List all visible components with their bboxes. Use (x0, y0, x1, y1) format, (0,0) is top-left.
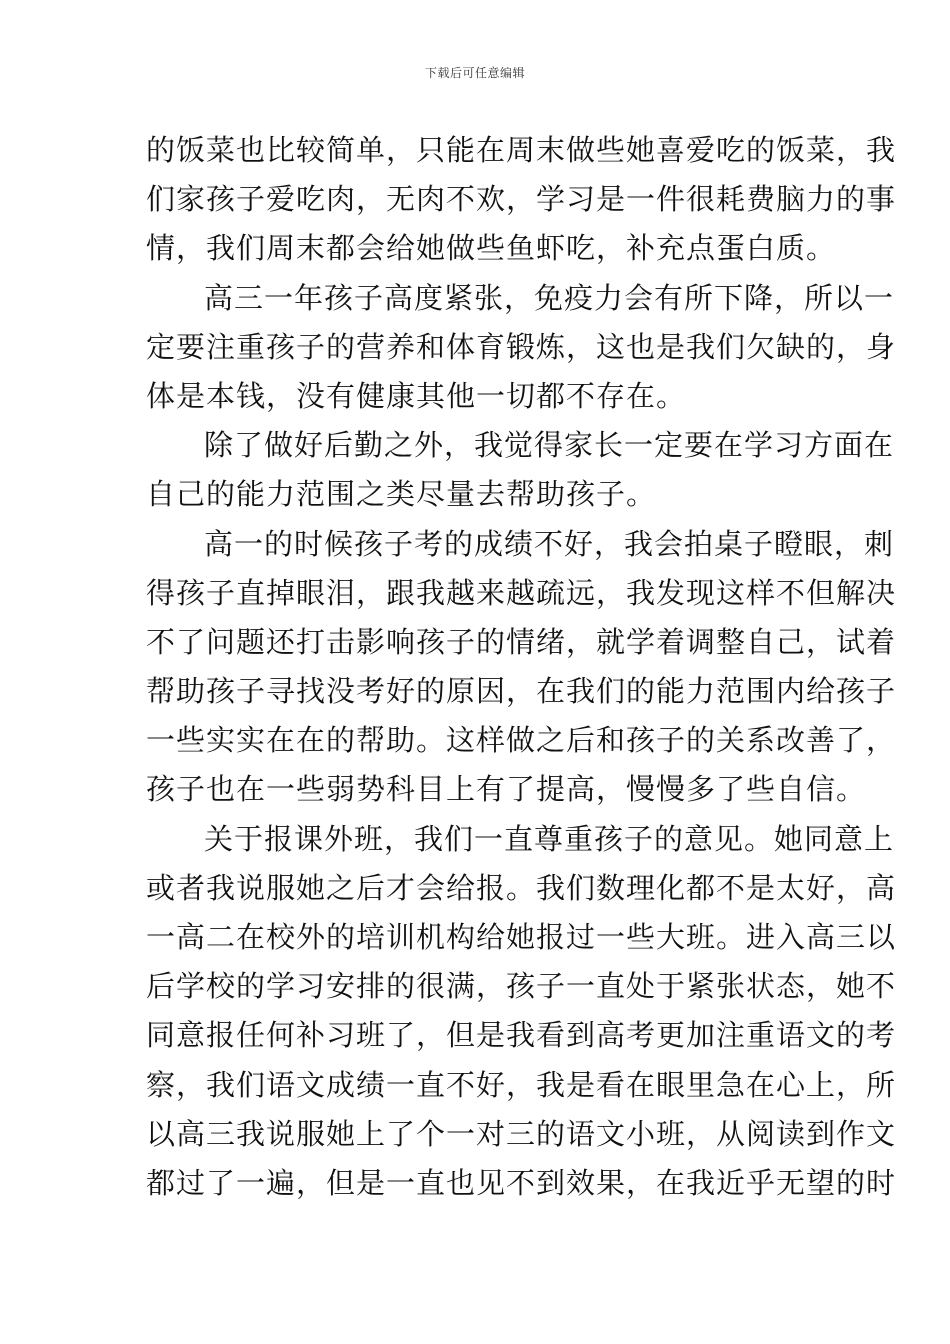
paragraph-line: 高三一年孩子高度紧张，免疫力会有所下降，所以一 (204, 280, 895, 315)
page-header: 下载后可任意编辑 (424, 66, 525, 80)
document-body (146, 126, 897, 1208)
paragraph-line: 都过了一遍，但是一直也见不到效果，在我近乎无望的时 (146, 1165, 897, 1200)
paragraph-line: 体是本钱，没有健康其他一切都不存在。 (146, 378, 687, 413)
paragraph-line: 同意报任何补习班了，但是我看到高考更加注重语文的考 (146, 1018, 897, 1053)
paragraph-line: 的饭菜也比较简单，只能在周末做些她喜爱吃的饭菜，我 (146, 133, 897, 167)
paragraph-line: 自己的能力范围之类尽量去帮助孩子。 (146, 477, 657, 512)
paragraph-line: 后学校的学习安排的很满，孩子一直处于紧张状态，她不 (146, 969, 897, 1004)
paragraph-line: 除了做好后勤之外，我觉得家长一定要在学习方面在 (204, 428, 895, 463)
paragraph-line: 察，我们语文成绩一直不好，我是看在眼里急在心上，所 (146, 1067, 897, 1102)
paragraph-line: 一高二在校外的培训机构给她报过一些大班。进入高三以 (146, 920, 897, 954)
paragraph-line: 定要注重孩子的营养和体育锻炼，这也是我们欠缺的，身 (146, 329, 897, 364)
paragraph-line: 帮助孩子寻找没考好的原因，在我们的能力范围内给孩子 (146, 674, 897, 709)
paragraph-line: 得孩子直掉眼泪，跟我越来越疏远，我发现这样不但解决 (146, 575, 897, 610)
paragraph-line: 不了问题还打击影响孩子的情绪，就学着调整自己，试着 (146, 624, 897, 659)
paragraph-line: 高一的时候孩子考的成绩不好，我会拍桌子瞪眼，刺 (204, 526, 895, 561)
paragraph-line: 孩子也在一些弱势科目上有了提高，慢慢多了些自信。 (146, 772, 867, 807)
paragraph-line: 或者我说服她之后才会给报。我们数理化都不是太好，高 (146, 870, 897, 905)
paragraph-line: 关于报课外班，我们一直尊重孩子的意见。她同意上 (204, 821, 895, 856)
paragraph-line: 以高三我说服她上了个一对三的语文小班，从阅读到作文 (146, 1116, 897, 1151)
paragraph-line: 们家孩子爱吃肉，无肉不欢，学习是一件很耗费脑力的事 (146, 182, 897, 217)
paragraph-line: 情，我们周末都会给她做些鱼虾吃，补充点蛋白质。 (146, 231, 837, 266)
paragraph-line: 一些实实在在的帮助。这样做之后和孩子的关系改善了， (146, 723, 897, 758)
